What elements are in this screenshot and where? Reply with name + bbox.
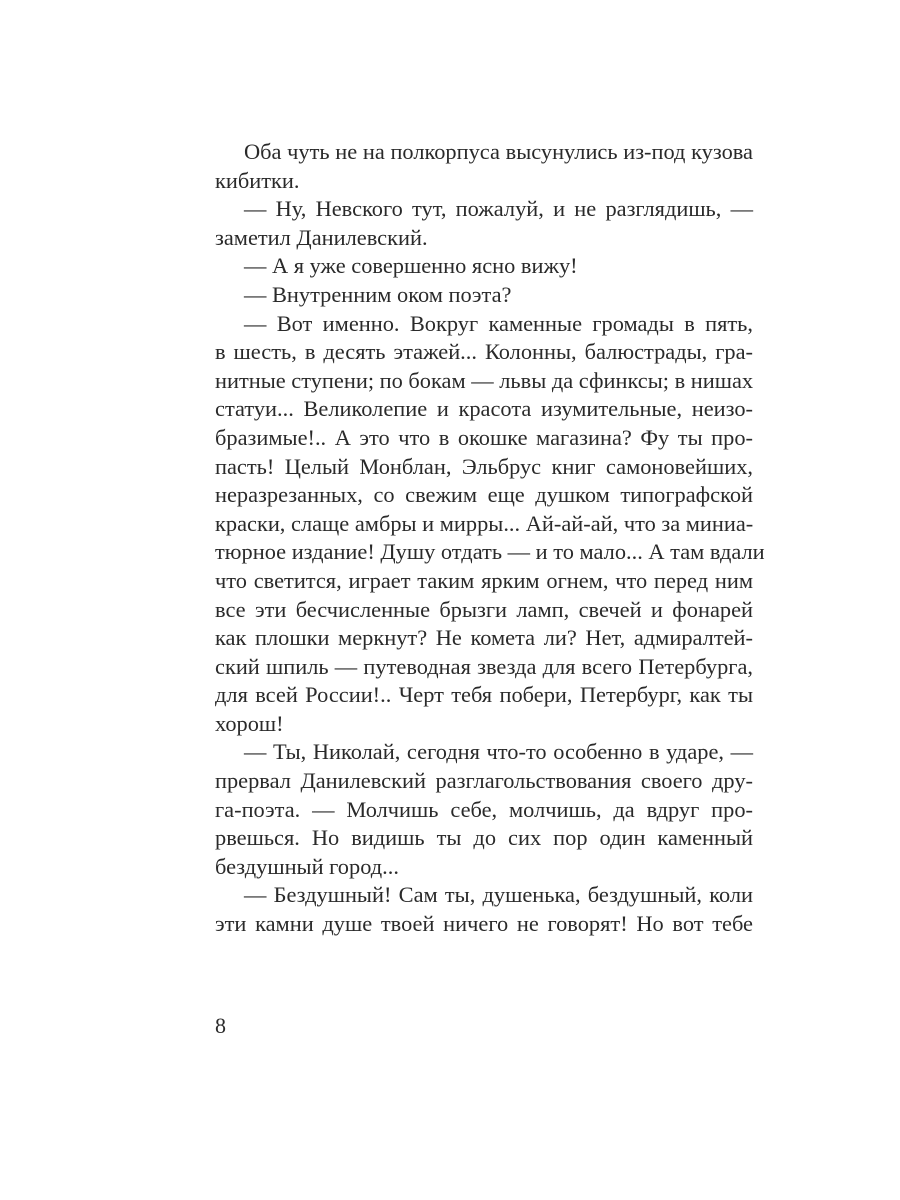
page-number: 8 xyxy=(215,1013,226,1038)
text-line: тюрное издание! Душу отдать — и то мало... А там вдали xyxy=(215,539,765,565)
paragraph xyxy=(215,252,753,281)
text-line: бездушный город... xyxy=(215,853,399,879)
text-line: ский шпиль — путеводная звезда для всего Петербурга, xyxy=(215,653,753,679)
text-line: неразрезанных, со свежим еще душком типографской xyxy=(215,482,753,508)
text-line: в шесть, в десять этажей... Колонны, балюстрады, гра- xyxy=(215,339,753,365)
text-line: эти камни душе твоей ничего не говорят! Но вот тебе xyxy=(215,911,753,937)
text-line: статуи... Великолепие и красота изумительные, неизо- xyxy=(215,396,753,422)
text-line: рвешься. Но видишь ты до сих пор один каменный xyxy=(215,825,753,851)
text-line: бразимые!.. А это что в окошке магазина? Фу ты про- xyxy=(215,424,753,450)
text-line: пасть! Целый Монблан, Эльбрус книг самоновейших, xyxy=(215,453,753,479)
text-line: как плошки меркнут? Не комета ли? Нет, адмиралтей- xyxy=(215,625,753,651)
text-line: кибитки. xyxy=(215,167,300,193)
paragraph xyxy=(215,738,753,881)
text-line: — Внутренним оком поэта? xyxy=(244,281,512,307)
paragraph xyxy=(215,195,753,252)
text-line: — Ты, Николай, сегодня что-то особенно в ударе, — xyxy=(244,739,753,765)
text-line: га-поэта. — Молчишь себе, молчишь, да вдруг про- xyxy=(215,796,753,822)
text-line: заметил Данилевский. xyxy=(215,224,428,250)
body-text xyxy=(215,138,765,939)
text-line: краски, слаще амбры и мирры... Ай-ай-ай, что за миниа- xyxy=(215,510,754,536)
text-line: для всей России!.. Черт тебя побери, Петербург, как ты xyxy=(215,682,753,708)
text-line: Оба чуть не на полкорпуса высунулись из-под кузова xyxy=(244,139,753,164)
text-line: все эти бесчисленные брызги ламп, свечей и фонарей xyxy=(215,596,753,622)
text-line: — Бездушный! Сам ты, душенька, бездушный, коли xyxy=(244,882,753,908)
paragraph xyxy=(215,310,765,739)
text-line: нитные ступени; по бокам — львы да сфинксы; в нишах xyxy=(215,367,754,393)
paragraph xyxy=(215,281,753,310)
text-line: — Ну, Невского тут, пожалуй, и не разглядишь, — xyxy=(244,196,753,222)
text-line: хорош! xyxy=(215,710,284,736)
text-line: — Вот именно. Вокруг каменные громады в пять, xyxy=(244,310,753,336)
text-line: прервал Данилевский разглагольствования своего дру- xyxy=(215,768,753,794)
text-line: — А я уже совершенно ясно вижу! xyxy=(244,253,578,279)
paragraph xyxy=(215,138,753,195)
text-line: что светится, играет таким ярким огнем, что перед ним xyxy=(215,567,753,593)
paragraph xyxy=(215,881,753,938)
